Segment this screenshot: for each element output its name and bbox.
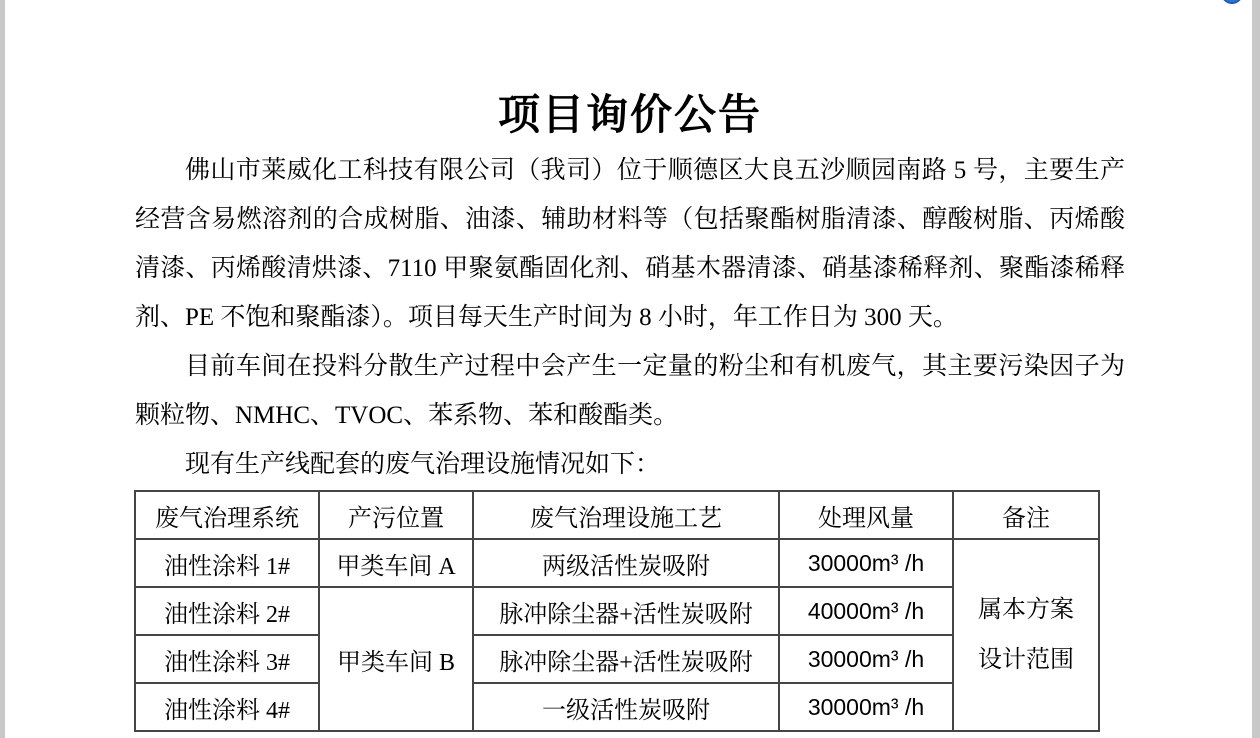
table-row (135, 539, 1099, 587)
cell-system: 油性涂料 1# (135, 539, 319, 587)
paragraph-pollutants: 目前车间在投料分散生产过程中会产生一定量的粉尘和有机废气，其主要污染因子为颗粒物、NMHC、TVOC、苯系物、苯和酸酯类。 (135, 353, 1125, 429)
page-title: 项目询价公告 (497, 93, 762, 139)
cell-system: 油性涂料 3# (135, 635, 319, 683)
col-header-location: 产污位置 (319, 491, 473, 539)
cell-process: 一级活性炭吸附 (473, 683, 779, 731)
cell-process: 两级活性炭吸附 (473, 539, 779, 587)
col-header-airflow: 处理风量 (779, 491, 953, 539)
floating-blue-button[interactable] (1221, 0, 1243, 4)
paragraph-table-intro: 现有生产线配套的废气治理设施情况如下： (185, 451, 661, 478)
table-header-row (135, 491, 1099, 539)
remark-line: 设计范围 (978, 647, 1074, 673)
col-header-process: 废气治理设施工艺 (473, 491, 779, 539)
col-header-system: 废气治理系统 (135, 491, 319, 539)
cell-system: 油性涂料 2# (135, 587, 319, 635)
cell-airflow: 30000m³ /h (779, 539, 953, 587)
cell-process: 脉冲除尘器+活性炭吸附 (473, 635, 779, 683)
cell-airflow: 30000m³ /h (779, 635, 953, 683)
col-header-remark: 备注 (953, 491, 1099, 539)
cell-location: 甲类车间 A (319, 539, 473, 587)
waste-gas-treatment-table (134, 490, 1100, 732)
cell-process: 脉冲除尘器+活性炭吸附 (473, 587, 779, 635)
document-body (135, 146, 1125, 732)
remark-line: 属本方案 (978, 597, 1074, 623)
cell-airflow: 40000m³ /h (779, 587, 953, 635)
cell-airflow: 30000m³ /h (779, 683, 953, 731)
paragraph-company-intro: 佛山市莱威化工科技有限公司（我司）位于顺德区大良五沙顺园南路 5 号，主要生产经营含易燃溶剂的合成树脂、油漆、辅助材料等（包括聚酯树脂清漆、醇酸树脂、丙烯酸清漆、丙烯酸清烘漆、7110 甲聚氨酯固化剂、硝基木器清漆、硝基漆稀释剂、聚酯漆稀释剂、PE 不饱和聚酯漆）。项目每天生产时间为 8 小时，年工作日为 300 天。 (135, 157, 1125, 331)
cell-system: 油性涂料 4# (135, 683, 319, 731)
cell-remark-merged (953, 539, 1099, 731)
cell-location-merged: 甲类车间 B (319, 587, 473, 731)
